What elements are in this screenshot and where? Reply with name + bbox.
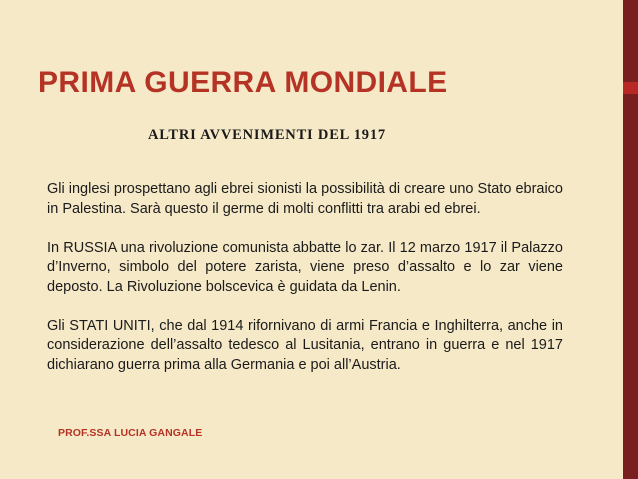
side-bar-accent: [623, 82, 638, 94]
author-credit: PROF.SSA LUCIA GANGALE: [58, 427, 203, 439]
slide-title: PRIMA GUERRA MONDIALE: [38, 66, 448, 99]
slide-body: [47, 180, 563, 375]
paragraph-united-states: Gli STATI UNITI, che dal 1914 rifornivano di armi Francia e Inghilterra, anche in considerazione dell’assalto tedesco al Lusitania, entrano in guerra e nel 1917 dichiarano guerra prima alla Germania e poi all’Austria.: [47, 317, 563, 373]
paragraph-russia: In RUSSIA una rivoluzione comunista abbatte lo zar. Il 12 marzo 1917 il Palazzo d’Inverno, simbolo del potere zarista, viene preso d’assalto e lo zar viene deposto. La Rivoluzione bolscevica è guidata da Lenin.: [47, 239, 563, 295]
slide-subtitle: ALTRI AVVENIMENTI DEL 1917: [148, 127, 386, 143]
decorative-side-bar: [623, 0, 638, 479]
paragraph-palestine: Gli inglesi prospettano agli ebrei sionisti la possibilità di creare uno Stato ebraico in Palestina. Sarà questo il germe di molti conflitti tra arabi ed ebrei.: [47, 181, 563, 217]
